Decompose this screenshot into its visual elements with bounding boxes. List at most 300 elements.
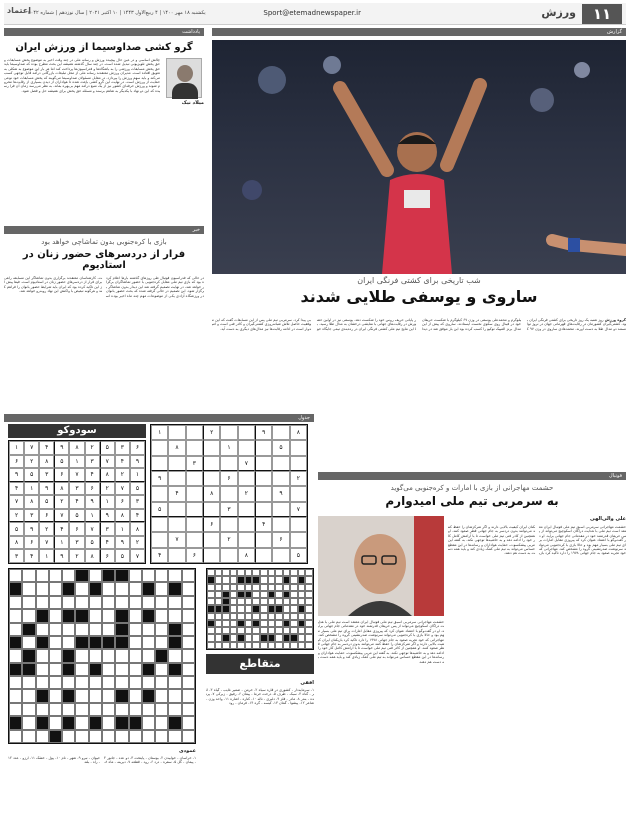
crossword-cell	[275, 627, 283, 634]
crossword-cell[interactable]	[75, 569, 88, 582]
crossword-cell[interactable]	[182, 730, 195, 743]
crossword-cell[interactable]	[22, 623, 35, 636]
sudoku-answer-cell: ۴	[24, 549, 39, 563]
crossword-cell[interactable]	[75, 649, 88, 662]
crossword-cell[interactable]	[62, 623, 75, 636]
sudoku-cell[interactable]	[290, 532, 307, 547]
crossword-cell[interactable]	[155, 730, 168, 743]
crossword-cell[interactable]	[36, 582, 49, 595]
crossword-cell[interactable]	[155, 649, 168, 662]
crossword-cell[interactable]	[89, 569, 102, 582]
crossword-cell[interactable]	[75, 730, 88, 743]
sudoku-cell[interactable]	[220, 486, 237, 501]
crossword-cell[interactable]	[89, 689, 102, 702]
crossword-cell[interactable]	[22, 663, 35, 676]
crossword-cell[interactable]	[62, 703, 75, 716]
sudoku-cell[interactable]: ۸	[203, 486, 220, 501]
crossword-cell[interactable]	[49, 716, 62, 729]
crossword-cell	[290, 620, 298, 627]
crossword-cell[interactable]	[102, 730, 115, 743]
sudoku-cell[interactable]: ۲	[203, 425, 220, 440]
crossword-cell[interactable]	[49, 689, 62, 702]
crossword-cell[interactable]	[36, 730, 49, 743]
crossword-cell[interactable]	[22, 716, 35, 729]
sudoku-cell[interactable]	[203, 456, 220, 471]
crossword-cell[interactable]	[129, 596, 142, 609]
crossword-cell[interactable]	[115, 569, 128, 582]
sudoku-cell[interactable]	[203, 548, 220, 563]
sudoku-cell[interactable]: ۴	[151, 548, 168, 563]
crossword-cell[interactable]	[62, 582, 75, 595]
crossword-cell[interactable]	[129, 663, 142, 676]
crossword-cell[interactable]	[168, 596, 181, 609]
crossword-cell[interactable]	[168, 609, 181, 622]
crossword-cell	[215, 620, 223, 627]
crossword-cell[interactable]	[49, 663, 62, 676]
sudoku-cell[interactable]: ۵	[151, 502, 168, 517]
crossword-cell[interactable]	[62, 569, 75, 582]
sudoku-cell[interactable]	[220, 548, 237, 563]
sudoku-cell[interactable]: ۳	[186, 456, 203, 471]
crossword-cell[interactable]	[182, 703, 195, 716]
crossword-cell[interactable]	[9, 569, 22, 582]
sudoku-cell[interactable]: ۴	[168, 486, 185, 501]
crossword-cell[interactable]	[168, 689, 181, 702]
puzzle-tag: جدول	[4, 414, 314, 422]
crossword-cell[interactable]	[155, 663, 168, 676]
crossword-cell	[207, 605, 215, 612]
crossword-cell[interactable]	[89, 623, 102, 636]
sudoku-cell[interactable]	[186, 532, 203, 547]
crossword-cell[interactable]	[75, 676, 88, 689]
crossword-cell[interactable]	[182, 582, 195, 595]
crossword-cell[interactable]	[49, 582, 62, 595]
sudoku-answer-cell: ۸	[39, 455, 54, 469]
crossword-cell[interactable]	[168, 663, 181, 676]
sudoku-cell[interactable]: ۸	[290, 425, 307, 440]
sudoku-cell[interactable]: ۹	[151, 471, 168, 486]
crossword-cell[interactable]	[62, 609, 75, 622]
sudoku-cell[interactable]: ۳	[220, 502, 237, 517]
crossword-cell[interactable]	[22, 703, 35, 716]
sudoku-cell[interactable]	[238, 440, 255, 455]
sudoku-cell[interactable]	[220, 425, 237, 440]
sudoku-cell[interactable]	[151, 440, 168, 455]
crossword-cell[interactable]	[129, 676, 142, 689]
crossword-cell[interactable]	[155, 636, 168, 649]
crossword-cell[interactable]	[49, 676, 62, 689]
sudoku-cell[interactable]	[255, 486, 272, 501]
sudoku-cell[interactable]	[168, 502, 185, 517]
sudoku-cell[interactable]	[255, 440, 272, 455]
news-title: فرار از دردسرهای حضور زنان در استادیوم	[22, 249, 186, 271]
sudoku-cell[interactable]	[186, 486, 203, 501]
sudoku-cell[interactable]	[220, 517, 237, 532]
crossword-cell[interactable]	[22, 569, 35, 582]
crossword-cell[interactable]	[129, 569, 142, 582]
sudoku-cell[interactable]	[255, 532, 272, 547]
crossword-cell[interactable]	[102, 636, 115, 649]
crossword-cell[interactable]	[129, 703, 142, 716]
crossword-cell[interactable]	[129, 716, 142, 729]
sudoku-cell[interactable]: ۶	[186, 548, 203, 563]
crossword-cell[interactable]	[9, 676, 22, 689]
crossword-cell[interactable]	[62, 730, 75, 743]
crossword-cell	[207, 613, 215, 620]
crossword-cell[interactable]	[9, 716, 22, 729]
crossword-cell[interactable]	[182, 636, 195, 649]
crossword-cell[interactable]	[62, 689, 75, 702]
sudoku-cell[interactable]	[255, 471, 272, 486]
crossword-cell	[305, 613, 313, 620]
sudoku-cell[interactable]	[255, 456, 272, 471]
crossword-cell[interactable]	[22, 596, 35, 609]
crossword-cell[interactable]	[22, 689, 35, 702]
sudoku-cell[interactable]: ۸	[238, 548, 255, 563]
sudoku-cell[interactable]: ۲	[238, 486, 255, 501]
crossword-cell[interactable]	[36, 609, 49, 622]
sudoku-cell[interactable]	[290, 517, 307, 532]
sudoku-cell[interactable]	[186, 425, 203, 440]
sudoku-cell[interactable]	[151, 532, 168, 547]
sudoku-puzzle-grid[interactable]	[150, 424, 308, 564]
crossword-cell[interactable]	[62, 649, 75, 662]
crossword-grid-block	[8, 568, 196, 744]
sudoku-cell[interactable]	[220, 456, 237, 471]
crossword-cell[interactable]	[142, 582, 155, 595]
crossword-cell[interactable]	[62, 676, 75, 689]
crossword-cell[interactable]	[36, 649, 49, 662]
sudoku-cell[interactable]	[168, 456, 185, 471]
crossword-cell[interactable]	[89, 730, 102, 743]
sudoku-cell[interactable]: ۲	[220, 532, 237, 547]
crossword-cell[interactable]	[9, 703, 22, 716]
crossword-cell[interactable]	[182, 569, 195, 582]
crossword-cell[interactable]	[22, 676, 35, 689]
crossword-cell[interactable]	[142, 663, 155, 676]
crossword-grid[interactable]	[8, 568, 196, 744]
crossword-cell[interactable]	[168, 703, 181, 716]
crossword-cell[interactable]	[9, 623, 22, 636]
sudoku-answer-cell: ۸	[69, 441, 84, 455]
crossword-cell[interactable]	[142, 649, 155, 662]
crossword-cell[interactable]	[36, 703, 49, 716]
crossword-cell[interactable]	[22, 636, 35, 649]
crossword-cell[interactable]	[75, 689, 88, 702]
sudoku-cell[interactable]	[290, 486, 307, 501]
crossword-cell[interactable]	[89, 716, 102, 729]
crossword-cell[interactable]	[115, 730, 128, 743]
sudoku-cell[interactable]: ۷	[168, 532, 185, 547]
sudoku-cell[interactable]: ۴	[255, 517, 272, 532]
crossword-cell[interactable]	[155, 609, 168, 622]
crossword-cell[interactable]	[115, 636, 128, 649]
sudoku-cell[interactable]	[168, 471, 185, 486]
crossword-cell	[290, 613, 298, 620]
crossword-cell[interactable]	[62, 636, 75, 649]
crossword-cell[interactable]	[155, 703, 168, 716]
crossword-cell[interactable]	[129, 582, 142, 595]
crossword-cell[interactable]	[142, 623, 155, 636]
crossword-cell[interactable]	[75, 596, 88, 609]
crossword-cell[interactable]	[9, 689, 22, 702]
sudoku-cell[interactable]: ۷	[238, 456, 255, 471]
sudoku-cell[interactable]: ۱	[220, 440, 237, 455]
crossword-cell[interactable]	[75, 623, 88, 636]
crossword-cell[interactable]	[115, 582, 128, 595]
crossword-cell[interactable]	[22, 582, 35, 595]
sudoku-cell[interactable]	[151, 517, 168, 532]
crossword-cell[interactable]	[168, 676, 181, 689]
sudoku-answer-cell: ۶	[39, 509, 54, 523]
crossword-cell[interactable]	[155, 582, 168, 595]
crossword-cell[interactable]	[9, 649, 22, 662]
crossword-cell[interactable]	[49, 730, 62, 743]
crossword-cell[interactable]	[102, 649, 115, 662]
sudoku-cell[interactable]	[203, 532, 220, 547]
crossword-cell[interactable]	[142, 689, 155, 702]
sudoku-cell[interactable]	[186, 517, 203, 532]
crossword-cell[interactable]	[102, 609, 115, 622]
crossword-cell[interactable]	[182, 649, 195, 662]
crossword-cell[interactable]	[168, 730, 181, 743]
sudoku-cell[interactable]: ۲	[290, 471, 307, 486]
crossword-cell	[290, 634, 298, 641]
crossword-cell[interactable]	[115, 623, 128, 636]
crossword-cell[interactable]	[89, 663, 102, 676]
crossword-cell[interactable]	[102, 623, 115, 636]
crossword-cell[interactable]	[49, 649, 62, 662]
crossword-cell[interactable]	[182, 609, 195, 622]
crossword-cell[interactable]	[75, 582, 88, 595]
crossword-cell[interactable]	[182, 689, 195, 702]
sudoku-answer-cell: ۳	[100, 522, 115, 536]
crossword-cell[interactable]	[129, 649, 142, 662]
crossword-cell[interactable]	[9, 663, 22, 676]
crossword-cell[interactable]	[75, 663, 88, 676]
crossword-cell[interactable]	[102, 569, 115, 582]
crossword-cell[interactable]	[129, 609, 142, 622]
sudoku-cell[interactable]	[272, 517, 289, 532]
crossword-cell[interactable]	[102, 663, 115, 676]
crossword-cell[interactable]	[36, 623, 49, 636]
sudoku-cell[interactable]: ۹	[255, 425, 272, 440]
report-headline	[212, 276, 626, 310]
crossword-cell[interactable]	[89, 609, 102, 622]
crossword-cell[interactable]	[36, 689, 49, 702]
crossword-cell[interactable]	[102, 716, 115, 729]
crossword-cell[interactable]	[129, 730, 142, 743]
crossword-cell[interactable]	[168, 582, 181, 595]
crossword-cell[interactable]	[142, 716, 155, 729]
crossword-cell	[237, 584, 245, 591]
crossword-cell[interactable]	[89, 649, 102, 662]
crossword-cell	[245, 613, 253, 620]
crossword-cell[interactable]	[115, 716, 128, 729]
crossword-cell[interactable]	[9, 636, 22, 649]
sudoku-cell[interactable]	[238, 517, 255, 532]
sudoku-cell[interactable]	[255, 548, 272, 563]
crossword-cell[interactable]	[182, 596, 195, 609]
sudoku-cell[interactable]	[186, 440, 203, 455]
sudoku-cell[interactable]	[168, 425, 185, 440]
sudoku-cell[interactable]: ۵	[290, 548, 307, 563]
sudoku-cell[interactable]: ۵	[272, 440, 289, 455]
clues-v-title: عمودی	[178, 748, 196, 754]
crossword-cell[interactable]	[89, 582, 102, 595]
crossword-cell[interactable]	[22, 609, 35, 622]
sudoku-answer-cell: ۷	[100, 455, 115, 469]
crossword-cell[interactable]	[62, 716, 75, 729]
crossword-cell[interactable]	[129, 623, 142, 636]
crossword-cell[interactable]	[36, 569, 49, 582]
crossword-cell[interactable]	[102, 596, 115, 609]
sudoku-cell[interactable]	[290, 456, 307, 471]
crossword-cell[interactable]	[115, 609, 128, 622]
sudoku-cell[interactable]	[272, 471, 289, 486]
crossword-cell[interactable]	[168, 636, 181, 649]
crossword-cell[interactable]	[142, 609, 155, 622]
crossword-cell[interactable]	[115, 703, 128, 716]
sudoku-cell[interactable]	[203, 440, 220, 455]
sudoku-cell[interactable]	[238, 502, 255, 517]
crossword-cell[interactable]	[168, 569, 181, 582]
report-kicker: شب تاریخی برای کشتی فرنگی ایران	[357, 276, 481, 285]
crossword-cell[interactable]	[89, 676, 102, 689]
sudoku-cell[interactable]: ۶	[203, 517, 220, 532]
crossword-cell[interactable]	[155, 716, 168, 729]
sudoku-cell[interactable]	[255, 502, 272, 517]
sudoku-cell[interactable]	[168, 517, 185, 532]
crossword-cell[interactable]	[115, 663, 128, 676]
crossword-cell[interactable]	[115, 596, 128, 609]
crossword-cell	[298, 627, 306, 634]
sudoku-cell[interactable]	[238, 532, 255, 547]
crossword-cell[interactable]	[36, 716, 49, 729]
sudoku-cell[interactable]: ۷	[290, 502, 307, 517]
crossword-cell[interactable]	[36, 596, 49, 609]
crossword-cell[interactable]	[89, 636, 102, 649]
sudoku-cell[interactable]	[272, 548, 289, 563]
crossword-cell[interactable]	[155, 569, 168, 582]
crossword-cell[interactable]	[49, 596, 62, 609]
crossword-cell[interactable]	[49, 636, 62, 649]
crossword-cell[interactable]	[182, 716, 195, 729]
crossword-cell[interactable]	[155, 623, 168, 636]
crossword-cell[interactable]	[155, 689, 168, 702]
crossword-cell[interactable]	[142, 730, 155, 743]
sudoku-cell[interactable]	[151, 486, 168, 501]
crossword-cell[interactable]	[155, 596, 168, 609]
sudoku-answer-cell: ۶	[100, 549, 115, 563]
crossword-cell[interactable]	[9, 609, 22, 622]
crossword-cell[interactable]	[89, 596, 102, 609]
crossword-cell[interactable]	[49, 623, 62, 636]
crossword-cell[interactable]	[89, 703, 102, 716]
crossword-cell[interactable]	[129, 636, 142, 649]
crossword-cell[interactable]	[75, 703, 88, 716]
sudoku-cell[interactable]	[272, 502, 289, 517]
sudoku-cell[interactable]	[168, 548, 185, 563]
crossword-cell[interactable]	[75, 609, 88, 622]
crossword-cell[interactable]	[75, 716, 88, 729]
crossword-cell[interactable]	[142, 676, 155, 689]
sudoku-cell[interactable]	[151, 456, 168, 471]
crossword-cell[interactable]	[142, 636, 155, 649]
crossword-cell[interactable]	[168, 649, 181, 662]
crossword-cell[interactable]	[129, 689, 142, 702]
crossword-cell[interactable]	[115, 689, 128, 702]
crossword-cell[interactable]	[36, 636, 49, 649]
sudoku-answer-cell: ۱	[130, 468, 145, 482]
sudoku-cell[interactable]	[186, 471, 203, 486]
sudoku-cell[interactable]: ۶	[272, 532, 289, 547]
crossword-cell[interactable]	[182, 663, 195, 676]
sudoku-cell[interactable]	[272, 456, 289, 471]
crossword-cell[interactable]	[102, 703, 115, 716]
crossword-cell[interactable]	[36, 663, 49, 676]
crossword-cell[interactable]	[9, 596, 22, 609]
crossword-cell[interactable]	[22, 649, 35, 662]
crossword-cell[interactable]	[49, 609, 62, 622]
crossword-cell	[252, 634, 260, 641]
crossword-cell[interactable]	[9, 730, 22, 743]
crossword-cell[interactable]	[182, 676, 195, 689]
crossword-cell[interactable]	[115, 676, 128, 689]
crossword-cell[interactable]	[102, 676, 115, 689]
crossword-cell[interactable]	[9, 582, 22, 595]
crossword-cell	[215, 584, 223, 591]
crossword-cell[interactable]	[142, 703, 155, 716]
sudoku-cell[interactable]	[290, 440, 307, 455]
interviewee-photo	[318, 516, 444, 616]
sudoku-cell[interactable]	[203, 471, 220, 486]
crossword-cell[interactable]	[36, 676, 49, 689]
crossword-cell[interactable]	[102, 582, 115, 595]
sudoku-cell[interactable]	[238, 471, 255, 486]
sudoku-answer-cell: ۷	[24, 441, 39, 455]
crossword-cell[interactable]	[115, 649, 128, 662]
sudoku-cell[interactable]	[272, 425, 289, 440]
crossword-cell[interactable]	[22, 730, 35, 743]
sudoku-cell[interactable]: ۹	[272, 486, 289, 501]
sudoku-cell[interactable]	[203, 502, 220, 517]
crossword-cell[interactable]	[168, 623, 181, 636]
crossword-cell[interactable]	[155, 676, 168, 689]
crossword-cell[interactable]	[102, 689, 115, 702]
sudoku-cell[interactable]	[186, 502, 203, 517]
sudoku-cell[interactable]: ۸	[168, 440, 185, 455]
crossword-cell[interactable]	[62, 663, 75, 676]
crossword-cell[interactable]	[168, 716, 181, 729]
crossword-cell[interactable]	[182, 623, 195, 636]
crossword-cell	[298, 569, 306, 576]
sudoku-cell[interactable]: ۶	[220, 471, 237, 486]
crossword-cell[interactable]	[142, 596, 155, 609]
crossword-cell[interactable]	[49, 569, 62, 582]
crossword-cell	[237, 598, 245, 605]
crossword-cell	[222, 584, 230, 591]
crossword-cell[interactable]	[75, 636, 88, 649]
crossword-cell[interactable]	[62, 596, 75, 609]
crossword-cell[interactable]	[142, 569, 155, 582]
sudoku-answer-cell: ۸	[100, 468, 115, 482]
crossword-cell	[252, 627, 260, 634]
sudoku-answer-cell: ۶	[85, 482, 100, 496]
sudoku-cell[interactable]	[238, 425, 255, 440]
sudoku-cell[interactable]: ۱	[151, 425, 168, 440]
crossword-cell[interactable]	[49, 703, 62, 716]
